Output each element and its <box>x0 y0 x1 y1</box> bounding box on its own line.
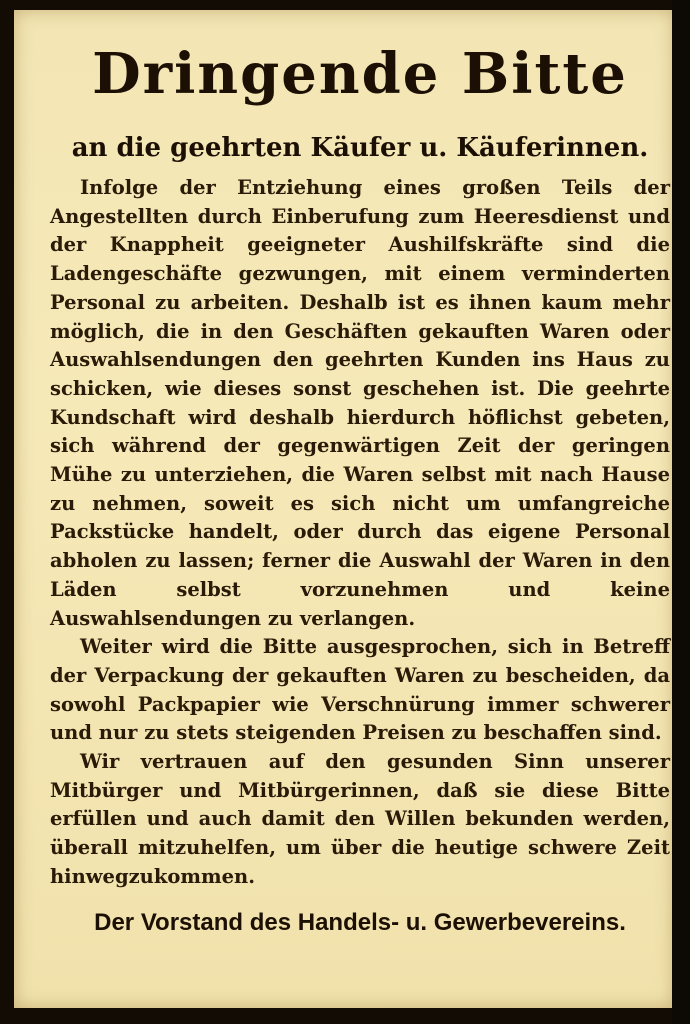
notice-paragraph-1: Infolge der Entziehung eines großen Teils der Angestellten durch Einberufung zum Heeresdienst und der Knappheit geeigneter Aushilfskräfte sind die Ladengeschäfte gezwungen, mit einem verminderten Personal zu arbeiten. Deshalb ist es ihnen kaum mehr möglich, die in den Geschäften gekauften Waren oder Auswahlsendungen den geehrten Kunden ins Haus zu schicken, wie dieses sonst geschehen ist. Die geehrte Kundschaft wird deshalb hierdurch höflichst gebeten, sich während der gegenwärtigen Zeit der geringen Mühe zu unterziehen, die Waren selbst mit nach Hause zu nehmen, soweit es sich nicht um umfangreiche Packstücke handelt, oder durch das eigene Personal abholen zu lassen; ferner die Auswahl der Waren in den Läden selbst vorzunehmen und keine Auswahlsendungen zu verlangen. <box>50 176 670 630</box>
notice-content <box>50 38 670 940</box>
notice-signature: Der Vorstand des Handels- u. Gewerbevereins. <box>94 908 626 936</box>
scan-edge <box>672 0 690 1024</box>
notice-headline: Dringende Bitte <box>92 41 628 107</box>
notice-paragraph-3: Wir vertrauen auf den gesunden Sinn unserer Mitbürger und Mitbürgerinnen, daß sie diese Bitte erfüllen und auch damit den Willen bekunden werden, überall mitzuhelfen, um über die heutige schwere Zeit hinwegzukommen. <box>50 750 670 888</box>
notice-subline: an die geehrten Käufer u. Käuferinnen. <box>71 133 649 163</box>
newspaper-clipping <box>14 10 674 1008</box>
notice-paragraph-2: Weiter wird die Bitte ausgesprochen, sich in Betreff der Verpackung der gekauften Waren zu bescheiden, da sowohl Packpapier wie Verschnürung immer schwerer und nur zu stets steigenden Preisen zu beschaffen sind. <box>50 635 670 745</box>
